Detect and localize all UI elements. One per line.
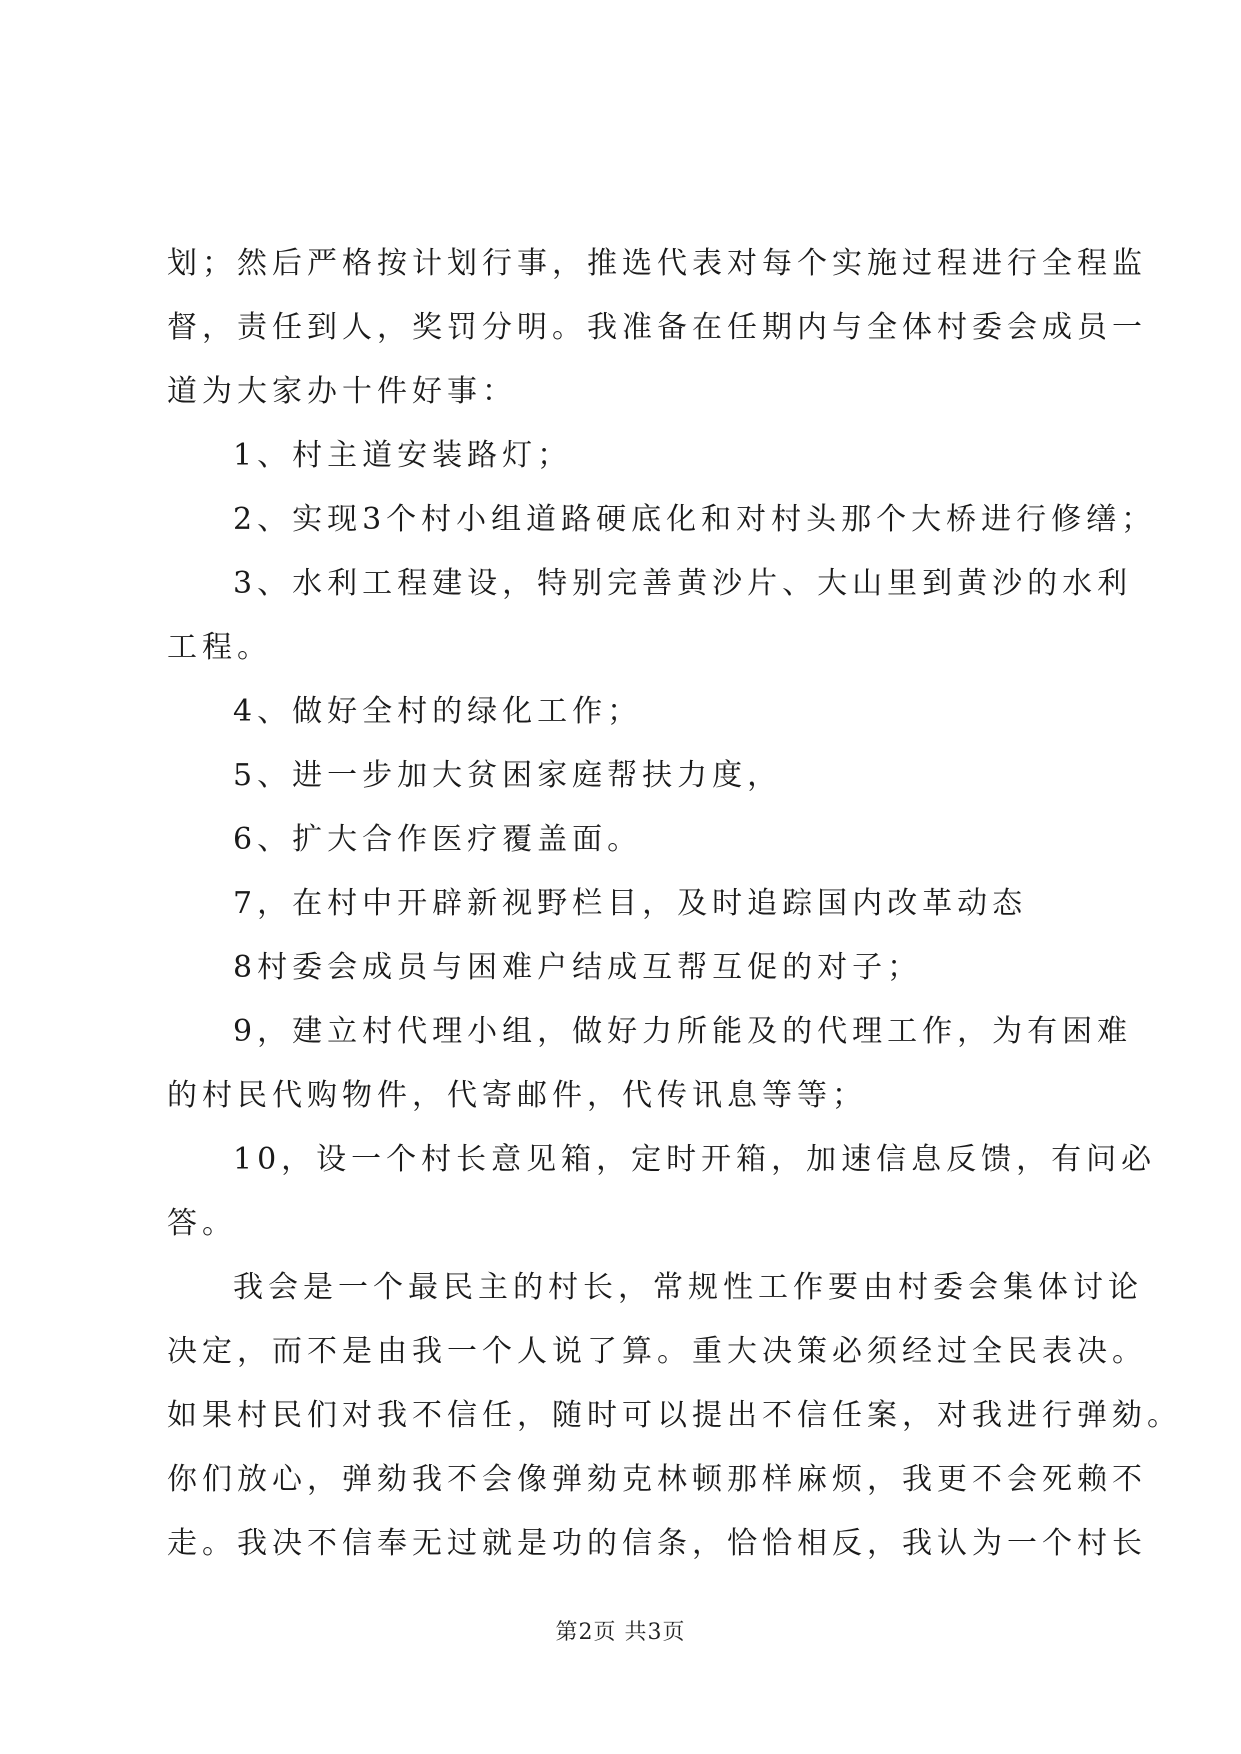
text-line: 督，责任到人，奖罚分明。我准备在任期内与全体村委会成员一 <box>167 310 1147 345</box>
paragraph-line: 决定，而不是由我一个人说了算。重大决策必须经过全民表决。 <box>167 1334 1147 1369</box>
paragraph-line: 你们放心，弹劾我不会像弹劾克林顿那样麻烦，我更不会死赖不 <box>167 1462 1147 1497</box>
list-item: 9，建立村代理小组，做好力所能及的代理工作，为有困难 <box>233 1014 1133 1049</box>
page-number-footer: 第2页 共3页 <box>555 1620 686 1645</box>
paragraph-line: 如果村民们对我不信任，随时可以提出不信任案，对我进行弹劾。 <box>167 1398 1182 1433</box>
text-line: 答。 <box>167 1206 237 1241</box>
paragraph-line: 走。我决不信奉无过就是功的信条，恰恰相反，我认为一个村长 <box>167 1526 1147 1561</box>
text-line: 划；然后严格按计划行事，推选代表对每个实施过程进行全程监 <box>167 246 1147 281</box>
list-item: 7，在村中开辟新视野栏目，及时追踪国内改革动态 <box>233 886 1028 921</box>
list-item: 1、村主道安装路灯； <box>233 438 573 473</box>
document-body <box>167 232 1182 1576</box>
list-item: 3、水利工程建设，特别完善黄沙片、大山里到黄沙的水利 <box>233 566 1133 601</box>
text-line: 的村民代购物件，代寄邮件，代传讯息等等； <box>167 1078 867 1113</box>
list-item: 2、实现3个村小组道路硬底化和对村头那个大桥进行修缮； <box>233 502 1157 537</box>
text-line: 工程。 <box>167 630 272 665</box>
list-item: 6、扩大合作医疗覆盖面。 <box>233 822 643 857</box>
list-item: 4、做好全村的绿化工作； <box>233 694 643 729</box>
paragraph-line: 我会是一个最民主的村长，常规性工作要由村委会集体讨论 <box>233 1270 1143 1305</box>
list-item: 8村委会成员与困难户结成互帮互促的对子； <box>233 950 923 985</box>
list-item: 5、进一步加大贫困家庭帮扶力度， <box>233 758 783 793</box>
text-line: 道为大家办十件好事： <box>167 374 517 409</box>
list-item: 10，设一个村长意见箱，定时开箱，加速信息反馈，有问必 <box>233 1142 1157 1177</box>
